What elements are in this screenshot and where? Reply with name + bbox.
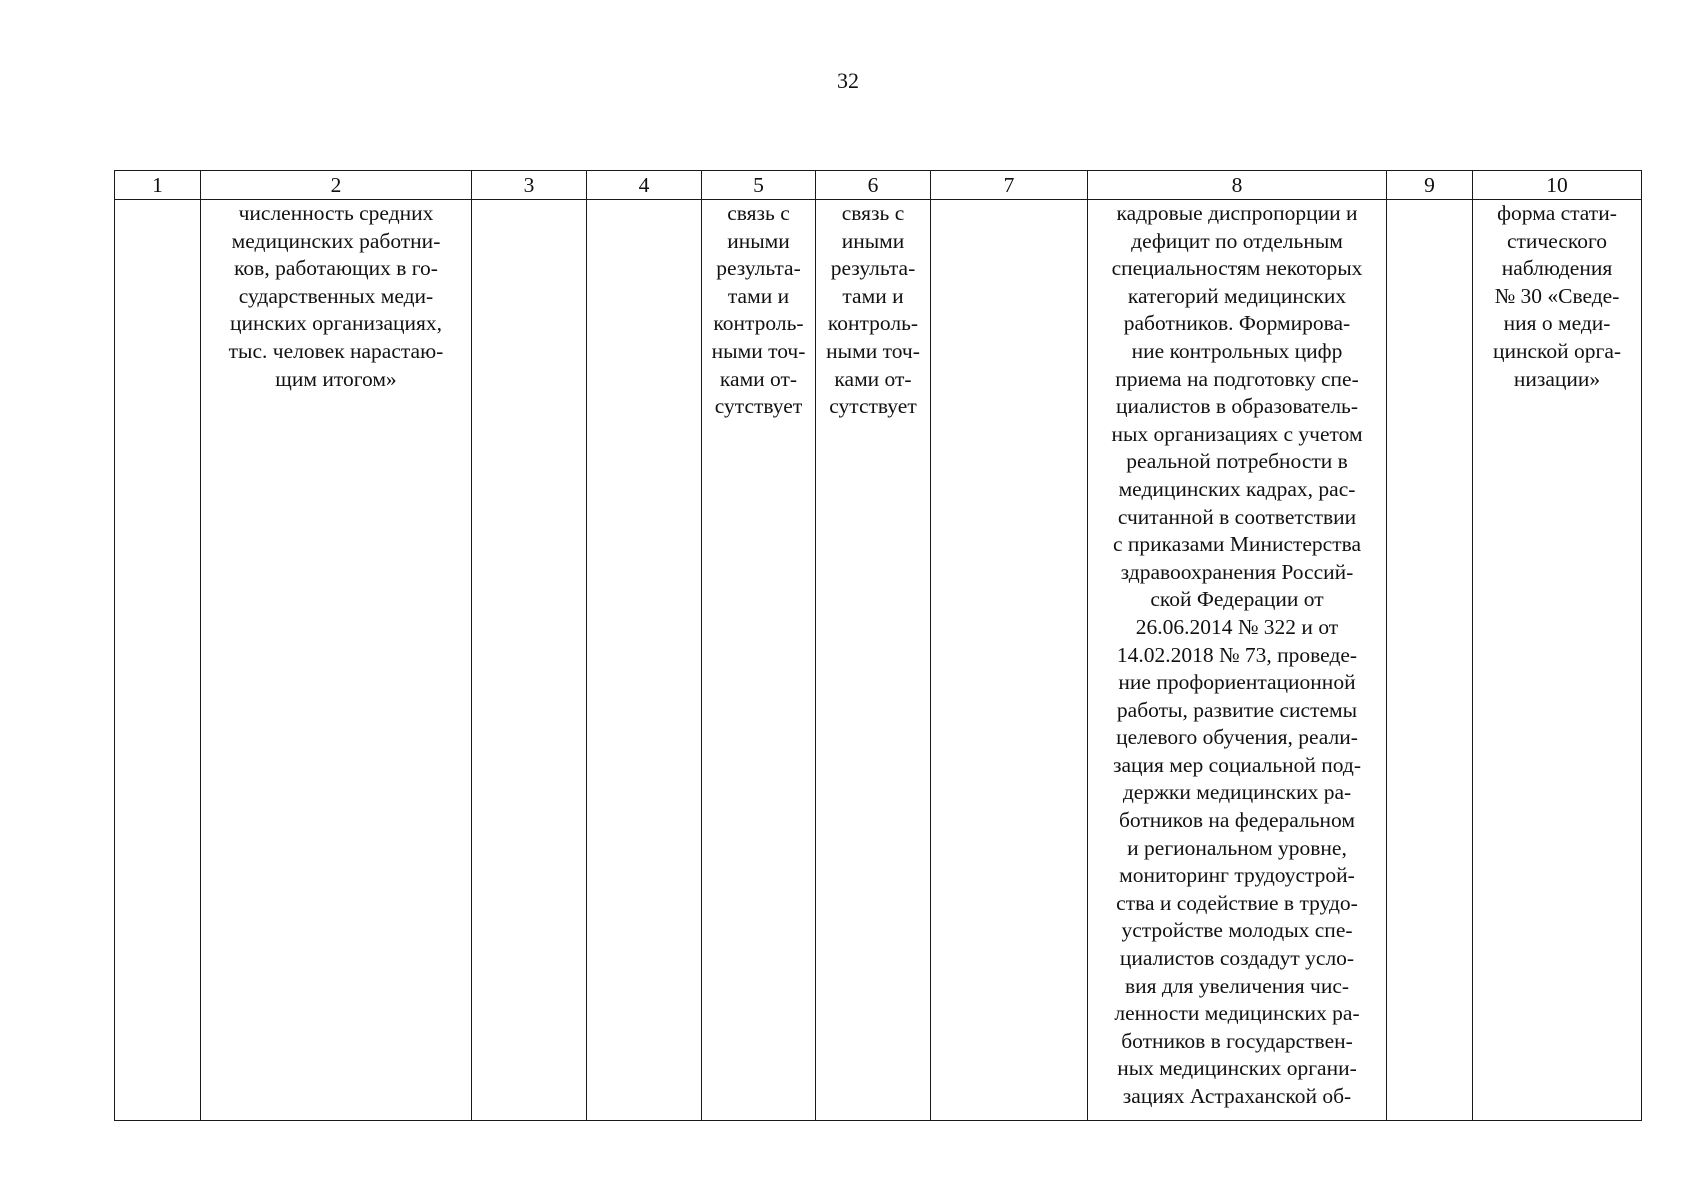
page-number: 32 — [837, 68, 859, 93]
cell-col7 — [931, 200, 1088, 1121]
cell-col3 — [472, 200, 587, 1121]
column-header-9: 9 — [1387, 171, 1473, 200]
cell-col2 — [201, 200, 472, 1121]
column-header-10: 10 — [1473, 171, 1642, 200]
column-header-4: 4 — [587, 171, 702, 200]
column-header-6: 6 — [816, 171, 931, 200]
cell-col10 — [1473, 200, 1642, 1121]
column-header-3: 3 — [472, 171, 587, 200]
table-header-row — [115, 171, 1642, 200]
cell-col9 — [1387, 200, 1473, 1121]
column-header-8: 8 — [1088, 171, 1387, 200]
cell-col8 — [1088, 200, 1387, 1121]
cell-col6 — [816, 200, 931, 1121]
column-header-5: 5 — [702, 171, 816, 200]
column-header-1: 1 — [115, 171, 201, 200]
cell-text-col10: форма стати- стического наблюдения № 30 «Сведе- ния о меди- цинской орга- низации» — [1492, 201, 1622, 391]
cell-col5 — [702, 200, 816, 1121]
cell-text-col6: связь с иными результа- тами и контроль- ными точ- ками от- сутствует — [826, 201, 920, 419]
document-table — [114, 170, 1642, 1121]
table-row — [115, 200, 1642, 1121]
cell-text-col2: численность средних медицинских работни- ков, работающих в го- сударственных меди- цинских организациях, тыс. человек нарастаю- щим итогом» — [228, 201, 444, 391]
cell-col1 — [115, 200, 201, 1121]
column-header-7: 7 — [931, 171, 1088, 200]
column-header-2: 2 — [201, 171, 472, 200]
cell-col4 — [587, 200, 702, 1121]
cell-text-col8: кадровые диспропорции и дефицит по отдельным специальностям некоторых категорий медицинских работников. Формирова- ние контрольных цифр приема на подготовку спе- циалистов в образователь- ных организациях с учетом реальной потребности в медицинских кадрах, рас- считанной в соответствии с приказами Министерства здравоохранения Россий- ской Федерации от 26.06.2014 № 322 и от 14.02.2018 № 73, проведе- ние профориентационной работы, развитие системы целевого обучения, реали- зация мер социальной под- держки медицинских ра- ботников на федеральном и региональном уровне, мониторинг трудоустрой- ства и содействие в трудо- устройстве молодых спе- циалистов создадут усло- вия для увеличения чис- ленности медицинских ра- ботников в государствен- ных медицинских органи- зациях Астраханской об- — [1111, 201, 1363, 1108]
cell-text-col5: связь с иными результа- тами и контроль- ными точ- ками от- сутствует — [711, 201, 806, 419]
